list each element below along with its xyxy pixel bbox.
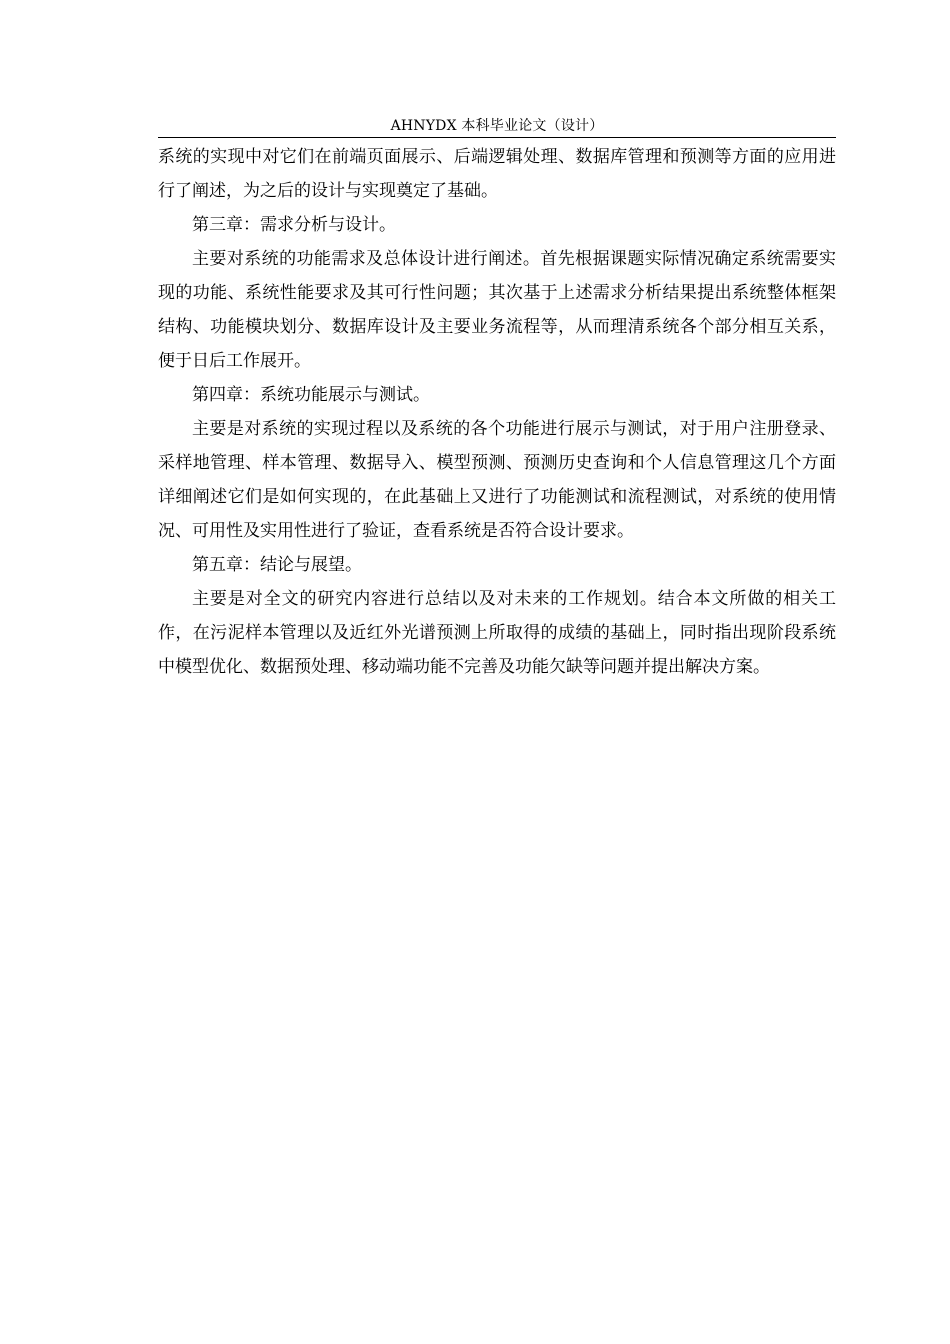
- paragraph-chapter-five-summary: 主要是对全文的研究内容进行总结以及对未来的工作规划。结合本文所做的相关工作，在污泥样本管理以及近红外光谱预测上所取得的成绩的基础上，同时指出现阶段系统中模型优化、数据预处理、移动端功能不完善及功能欠缺等问题并提出解决方案。: [158, 589, 836, 677]
- paragraph-chapter-two-summary-end: 系统的实现中对它们在前端页面展示、后端逻辑处理、数据库管理和预测等方面的应用进行了阐述，为之后的设计与实现奠定了基础。: [158, 147, 836, 201]
- body-text: [158, 140, 836, 684]
- chapter-five-heading: 第五章：结论与展望。: [192, 555, 362, 575]
- header-divider: [158, 137, 836, 138]
- chapter-four-heading: 第四章：系统功能展示与测试。: [192, 385, 430, 405]
- paragraph-chapter-four-summary: 主要是对系统的实现过程以及系统的各个功能进行展示与测试，对于用户注册登录、采样地管理、样本管理、数据导入、模型预测、预测历史查询和个人信息管理这几个方面详细阐述它们是如何实现的，在此基础上又进行了功能测试和流程测试，对系统的使用情况、可用性及实用性进行了验证，查看系统是否符合设计要求。: [158, 419, 836, 541]
- page-header: AHNYDX 本科毕业论文（设计）: [390, 118, 604, 134]
- chapter-three-heading: 第三章：需求分析与设计。: [192, 215, 396, 235]
- paragraph-chapter-three-summary: 主要对系统的功能需求及总体设计进行阐述。首先根据课题实际情况确定系统需要实现的功能、系统性能要求及其可行性问题；其次基于上述需求分析结果提出系统整体框架结构、功能模块划分、数据库设计及主要业务流程等，从而理清系统各个部分相互关系，便于日后工作展开。: [158, 249, 836, 371]
